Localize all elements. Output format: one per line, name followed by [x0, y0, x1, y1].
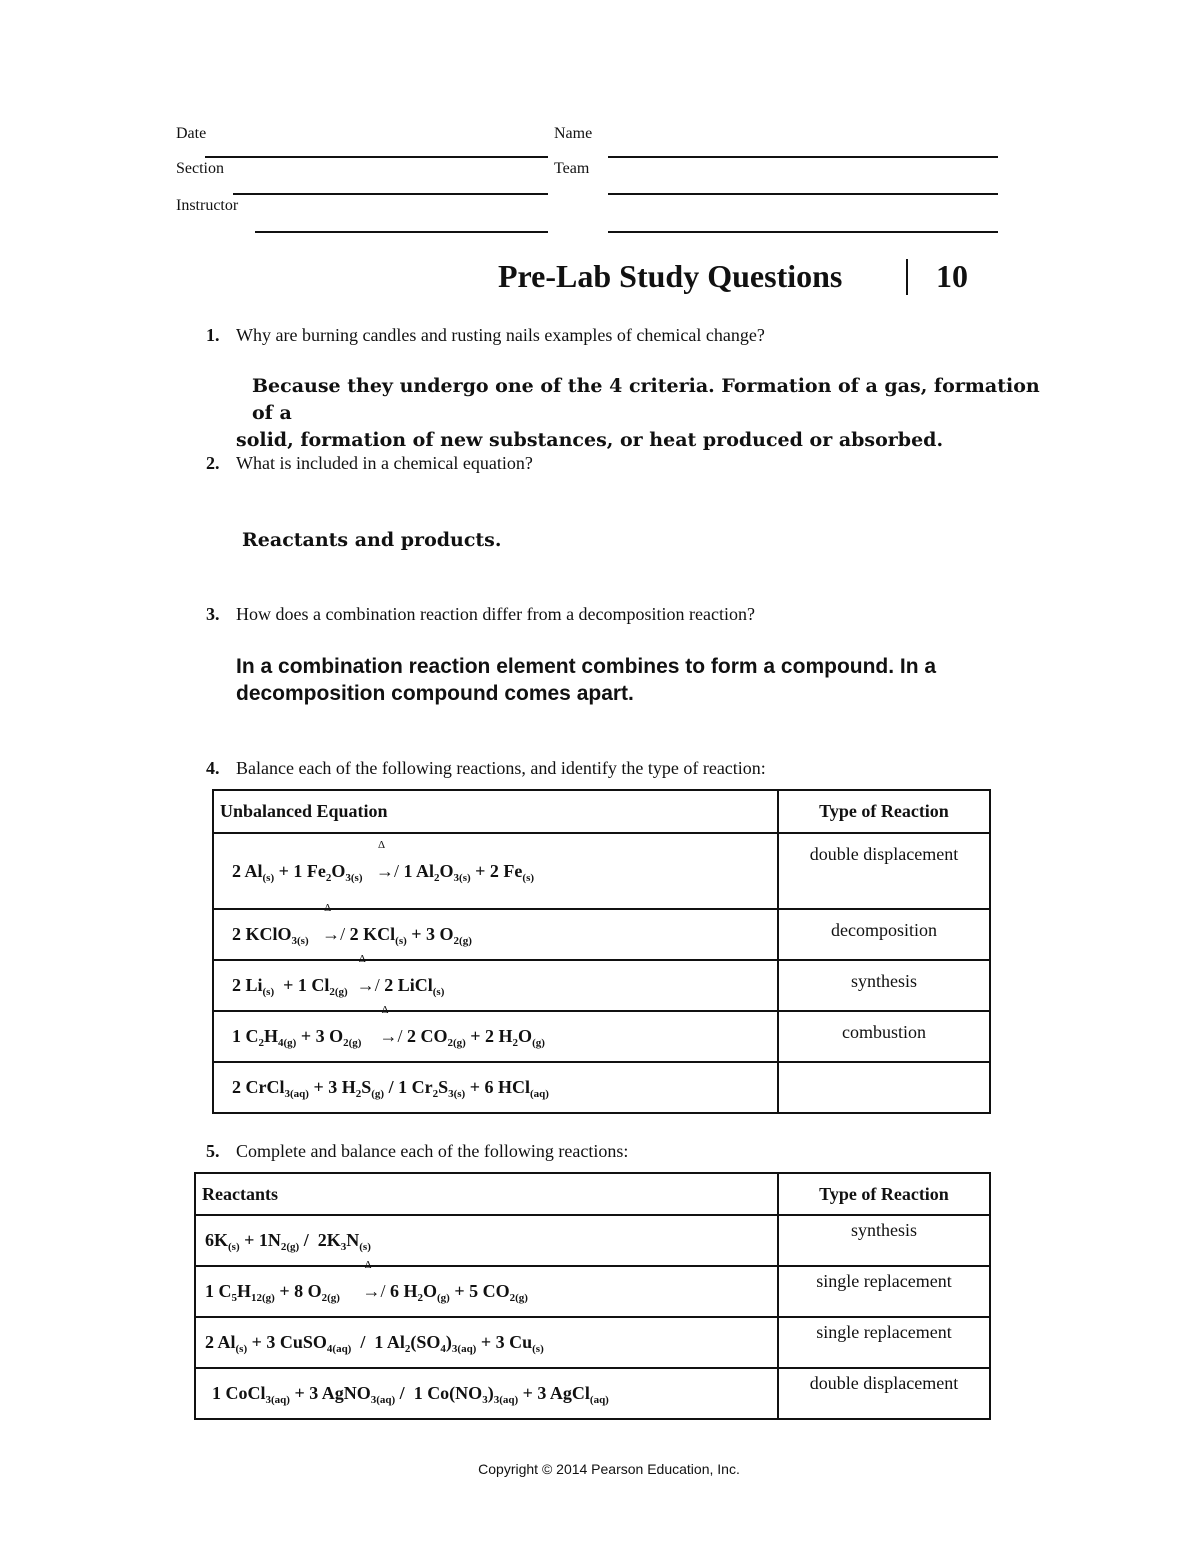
table-header-row	[213, 790, 990, 833]
equation: 1 $C_5H_{12(g)} + 8$ $O_{2(g)}$ Δ →/ 6 $H_2O_{(g)} + 5$ $CO_{2(g)}$	[205, 1259, 528, 1304]
col-header-type: Type of Reaction	[778, 790, 990, 833]
copyright-footer: Copyright © 2014 Pearson Education, Inc.	[478, 1461, 740, 1477]
question-number: 2.	[206, 453, 220, 473]
equation-cell	[195, 1368, 778, 1419]
table-row	[213, 1011, 990, 1062]
question-number: 3.	[206, 604, 220, 624]
table-row	[213, 909, 990, 960]
instructor-label: Instructor	[176, 197, 239, 214]
date-field-line[interactable]	[205, 156, 548, 158]
reaction-type[interactable]: synthesis	[778, 1215, 990, 1266]
team-field-line[interactable]	[608, 193, 998, 195]
equation-cell	[195, 1215, 778, 1266]
equation: $6K_{(s)} + 1N_{2(g)} / 2K_3N_{(s)}$	[205, 1230, 371, 1253]
table-row	[195, 1368, 990, 1419]
heat-arrow-icon: Δ →/	[356, 953, 380, 995]
answer-1-line-2: solid, formation of new substances, or heat produced or absorbed.	[236, 429, 944, 451]
answer-3-line-2: decomposition compound comes apart.	[236, 682, 634, 705]
table-header-row	[195, 1173, 990, 1215]
name-label: Name	[554, 125, 593, 142]
instructor-field-line[interactable]	[255, 231, 548, 233]
answer-3	[236, 653, 1066, 707]
page-title: Pre-Lab Study Questions	[498, 258, 843, 294]
col-header-equation: Unbalanced Equation	[213, 790, 778, 833]
equation: 1 $C_2H_{4(g)} + 3$ $O_{2(g)}$ Δ →/ 2 $CO_{2(g)} + 2$ $H_2O_{(g)}$	[232, 1004, 545, 1049]
team-label: Team	[554, 160, 590, 177]
date-label: Date	[176, 125, 207, 142]
equation-cell	[195, 1317, 778, 1368]
question-number: 1.	[206, 325, 220, 345]
answer-1	[236, 373, 1066, 454]
table-row	[213, 833, 990, 909]
reaction-type[interactable]: single replacement	[778, 1317, 990, 1368]
reaction-type[interactable]: decomposition	[778, 909, 990, 960]
equation: 2 $Li_{(s)} + 1$ $Cl_{2(g)}$ Δ →/ 2 LiCl$_{(s)}$	[232, 953, 445, 998]
answer-1-line-1: Because they undergo one of the 4 criteria. Formation of a gas, formation of a	[252, 375, 1040, 424]
question-number: 4.	[206, 758, 220, 778]
question-text: How does a combination reaction differ from a decomposition reaction?	[236, 604, 755, 624]
reaction-type[interactable]: synthesis	[778, 960, 990, 1011]
section-field-line[interactable]	[233, 193, 548, 195]
equation-cell	[195, 1259, 778, 1317]
reaction-type[interactable]: double displacement	[778, 1368, 990, 1419]
title-divider	[906, 259, 908, 295]
reaction-type[interactable]: combustion	[778, 1011, 990, 1062]
reaction-type[interactable]	[778, 1062, 990, 1113]
question-number: 5.	[206, 1141, 220, 1161]
reaction-type[interactable]: single replacement	[778, 1266, 990, 1317]
reaction-table-4	[212, 789, 991, 1114]
table-row	[213, 960, 990, 1011]
question-text: What is included in a chemical equation?	[236, 453, 533, 473]
name-field-line[interactable]	[608, 156, 998, 158]
question-text: Complete and balance each of the following reactions:	[236, 1141, 629, 1161]
equation: 2 $Al_{(s)} + 3$ CuSO$_{4(aq)}$ / 1 $Al_2(SO_4)_{3(aq)} + 3$ $Cu_{(s)}$	[205, 1332, 544, 1355]
question-text: Balance each of the following reactions, and identify the type of reaction:	[236, 758, 766, 778]
heat-arrow-icon: Δ →/	[376, 838, 400, 881]
reaction-table-5	[194, 1172, 991, 1420]
equation: 2 $Al_{(s)} + 1$ $Fe_2O_{3(s)}$ Δ →/ 1 $Al_2O_{3(s)} + 2$ $Fe_{(s)}$	[232, 838, 535, 884]
equation: 2 CrCl$_{3(aq)}$ + 3 $H_2S_{(g)} / 1$ $Cr_2S_{3(s)} + 6$ HCl$_{(aq)}$	[232, 1077, 549, 1100]
answer-2: Reactants and products.	[242, 529, 502, 551]
heat-arrow-icon: Δ →/	[322, 902, 346, 944]
equation: 2 KClO$_{3(s)}$ Δ →/ 2 KCl$_{(s)}$ + 3 $O_{2(g)}$	[232, 902, 472, 947]
table-row	[195, 1317, 990, 1368]
equation-cell	[213, 953, 778, 1011]
question-text: Why are burning candles and rusting nails examples of chemical change?	[236, 325, 765, 345]
answer-3-line-1: In a combination reaction element combines to form a compound. In a	[236, 655, 937, 678]
extra-field-line[interactable]	[608, 231, 998, 233]
col-header-type: Type of Reaction	[778, 1173, 990, 1215]
chapter-number: 10	[936, 258, 968, 294]
equation: 1 CoCl$_{3(aq)}$ + 3 AgNO$_{3(aq)}$ / 1 $Co(NO_3)_{3(aq)} + 3$ AgCl$_{(aq)}$	[212, 1383, 609, 1406]
reaction-type[interactable]: double displacement	[778, 833, 990, 909]
heat-arrow-icon: Δ →/	[362, 1259, 386, 1301]
equation-cell	[213, 902, 778, 960]
table-row	[195, 1215, 990, 1266]
heat-arrow-icon: Δ →/	[379, 1004, 403, 1046]
equation-cell	[213, 833, 778, 909]
col-header-reactants: Reactants	[195, 1173, 778, 1215]
section-label: Section	[176, 160, 224, 177]
equation-cell	[213, 1004, 778, 1062]
table-row	[213, 1062, 990, 1113]
equation-cell	[213, 1062, 778, 1113]
table-row	[195, 1266, 990, 1317]
